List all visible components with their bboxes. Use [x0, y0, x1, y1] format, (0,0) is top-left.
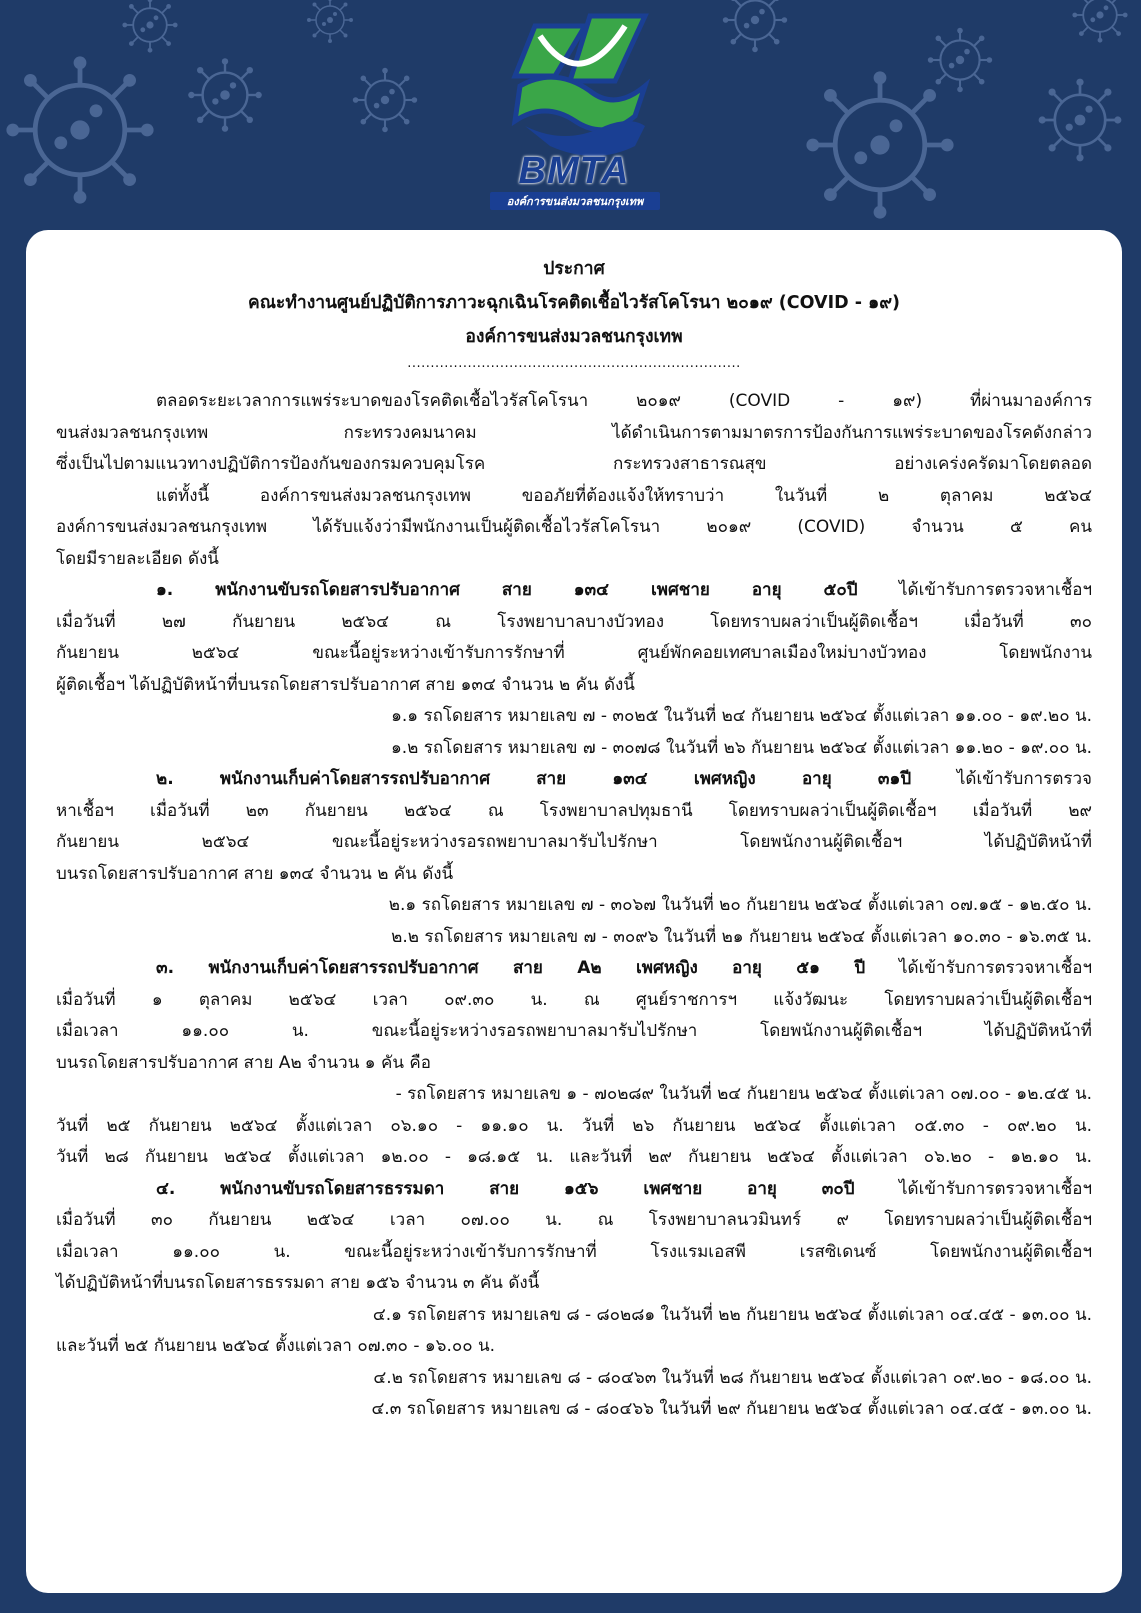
case-line: เมื่อวันที่ ๑ ตุลาคม ๒๕๖๔ เวลา ๐๙.๓๐ น. ณ ศูนย์ราชการฯ แจ้งวัฒนะ โดยทราบผลว่าเป็นผู้ติดเชื้อฯ — [56, 989, 1092, 1010]
bus-line: วันที่ ๒๕ กันยายน ๒๕๖๔ ตั้งแต่เวลา ๐๖.๑๐ - ๑๑.๑๐ น. วันที่ ๒๖ กันยายน ๒๕๖๔ ตั้งแต่เวลา ๐๕.๓๐ - ๐๙.๒๐ น. — [56, 1115, 1092, 1136]
bus-line: ๑.๑ รถโดยสาร หมายเลข ๗ - ๓๐๒๕ ในวันที่ ๒๔ กันยายน ๒๕๖๔ ตั้งแต่เวลา ๑๑.๐๐ - ๑๙.๒๐ น. — [391, 706, 1092, 726]
bus-line: และวันที่ ๒๕ กันยายน ๒๕๖๔ ตั้งแต่เวลา ๐๗.๓๐ - ๑๖.๐๐ น. — [56, 1336, 496, 1356]
case-title-rest: ได้เข้ารับการตรวจหาเชื้อฯ — [865, 958, 1092, 978]
case-title-bold: ๓. พนักงานเก็บค่าโดยสารรถปรับอากาศ สาย A๒ เพศหญิง อายุ ๕๑ ปี — [156, 958, 866, 978]
case-title-bold: ๑. พนักงานขับรถโดยสารปรับอากาศ สาย ๑๓๔ เพศชาย อายุ ๕๐ปี — [156, 580, 858, 600]
bus-line: ๔.๑ รถโดยสาร หมายเลข ๘ - ๘๐๒๘๑ ในวันที่ ๒๒ กันยายน ๒๕๖๔ ตั้งแต่เวลา ๐๔.๔๕ - ๑๓.๐๐ น. — [372, 1304, 1092, 1325]
bus-line: ๔.๓ รถโดยสาร หมายเลข ๘ - ๘๐๔๖๖ ในวันที่ ๒๙ กันยายน ๒๕๖๔ ตั้งแต่เวลา ๐๔.๔๕ - ๑๓.๐๐ น. — [371, 1399, 1092, 1419]
case-title-bold: ๔. พนักงานขับรถโดยสารธรรมดา สาย ๑๕๖ เพศชาย อายุ ๓๐ปี — [156, 1178, 855, 1199]
case-line: เมื่อวันที่ ๒๗ กันยายน ๒๕๖๔ ณ โรงพยาบาลบางบัวทอง โดยทราบผลว่าเป็นผู้ติดเชื้อฯ เมื่อวันที่ ๓๐ — [56, 611, 1092, 632]
case-line: หาเชื้อฯ เมื่อวันที่ ๒๓ กันยายน ๒๕๖๔ ณ โรงพยาบาลปทุมธานี โดยทราบผลว่าเป็นผู้ติดเชื้อฯ เมื่อวันที่ ๒๙ — [56, 800, 1092, 821]
case-title-rest: ได้เข้ารับการตรวจหาเชื้อฯ — [854, 1178, 1092, 1199]
case-title — [56, 575, 1092, 607]
organization-title: องค์การขนส่งมวลชนกรุงเทพ — [465, 327, 683, 347]
bus-line: - รถโดยสาร หมายเลข ๑ - ๗๐๒๘๙ ในวันที่ ๒๔ กันยายน ๒๕๖๔ ตั้งแต่เวลา ๐๗.๐๐ - ๑๒.๔๕ น. — [395, 1084, 1092, 1104]
case-line: กันยายน ๒๕๖๔ ขณะนี้อยู่ระหว่างเข้ารับการรักษาที่ ศูนย์พักคอยเทศบาลเมืองใหม่บางบัวทอง โดยพนักงาน — [56, 643, 1092, 663]
case-line: เมื่อวันที่ ๓๐ กันยายน ๒๕๖๔ เวลา ๐๗.๐๐ น. ณ โรงพยาบาลนวมินทร์ ๙ โดยทราบผลว่าเป็นผู้ติดเชื้อฯ — [56, 1210, 1092, 1230]
case-line: เมื่อเวลา ๑๑.๐๐ น. ขณะนี้อยู่ระหว่างรอรถพยาบาลมารับไปรักษา โดยพนักงานผู้ติดเชื้อฯ ได้ปฏิบัติหน้าที่ — [56, 1021, 1092, 1041]
separator: ........................................................................ — [407, 356, 741, 371]
intro-line: ซึ่งเป็นไปตามแนวทางปฏิบัติการป้องกันของกรมควบคุมโรค กระทรวงสาธารณสุข อย่างเคร่งครัดมาโดยตลอด — [56, 454, 1092, 474]
bus-line: ๔.๒ รถโดยสาร หมายเลข ๘ - ๘๐๔๖๓ ในวันที่ ๒๘ กันยายน ๒๕๖๔ ตั้งแต่เวลา ๐๙.๒๐ - ๑๘.๐๐ น. — [373, 1367, 1092, 1388]
bus-line: ๒.๑ รถโดยสาร หมายเลข ๗ - ๓๐๖๗ ในวันที่ ๒๐ กันยายน ๒๕๖๔ ตั้งแต่เวลา ๐๗.๑๕ - ๑๒.๕๐ น. — [388, 895, 1092, 915]
announcement-card — [26, 230, 1122, 1593]
case-line: บนรถโดยสารปรับอากาศ สาย ๑๓๔ จำนวน ๒ คัน ดังนี้ — [56, 863, 454, 884]
bus-line: วันที่ ๒๘ กันยายน ๒๕๖๔ ตั้งแต่เวลา ๑๒.๐๐ - ๑๘.๑๕ น. และวันที่ ๒๙ กันยายน ๒๕๖๔ ตั้งแต่เวลา ๐๖.๒๐ - ๑๒.๑๐ น. — [56, 1147, 1092, 1167]
case-title — [56, 1174, 1092, 1206]
notice-line: แต่ทั้งนี้ องค์การขนส่งมวลชนกรุงเทพ ขออภัยที่ต้องแจ้งให้ทราบว่า ในวันที่ ๒ ตุลาคม ๒๕๖๔ — [156, 485, 1092, 506]
case-line: ผู้ติดเชื้อฯ ได้ปฏิบัติหน้าที่บนรถโดยสารปรับอากาศ สาย ๑๓๔ จำนวน ๒ คัน ดังนี้ — [56, 674, 635, 695]
case-line: ได้ปฏิบัติหน้าที่บนรถโดยสารธรรมดา สาย ๑๕๖ จำนวน ๓ คัน ดังนี้ — [56, 1273, 540, 1293]
case-title-rest: ได้เข้ารับการตรวจหาเชื้อฯ — [857, 580, 1092, 600]
intro-line: ตลอดระยะเวลาการแพร่ระบาดของโรคติดเชื้อไวรัสโคโรนา ๒๐๑๙ (COVID - ๑๙) ที่ผ่านมาองค์การ — [156, 391, 1092, 411]
case-line: บนรถโดยสารปรับอากาศ สาย A๒ จำนวน ๑ คัน คือ — [56, 1052, 431, 1073]
notice-line: โดยมีรายละเอียด ดังนี้ — [56, 548, 219, 569]
bus-line: ๒.๒ รถโดยสาร หมายเลข ๗ - ๓๐๙๖ ในวันที่ ๒๑ กันยายน ๒๕๖๔ ตั้งแต่เวลา ๑๐.๓๐ - ๑๖.๓๕ น. — [391, 926, 1092, 947]
case-title — [56, 764, 1092, 796]
case-title-bold: ๒. พนักงานเก็บค่าโดยสารรถปรับอากาศ สาย ๑๓๔ เพศหญิง อายุ ๓๑ปี — [156, 769, 912, 789]
bus-line: ๑.๒ รถโดยสาร หมายเลข ๗ - ๓๐๗๘ ในวันที่ ๒๖ กันยายน ๒๕๖๔ ตั้งแต่เวลา ๑๑.๒๐ - ๑๙.๐๐ น. — [390, 737, 1092, 758]
bmta-logo-tagline: องค์การขนส่งมวลชนกรุงเทพ — [490, 192, 660, 210]
intro-line: ขนส่งมวลชนกรุงเทพ กระทรวงคมนาคม ได้ดำเนินการตามมาตรการป้องกันการแพร่ระบาดของโรคดังกล่าว — [56, 422, 1092, 443]
bmta-logo-name: BMTA — [518, 150, 630, 192]
notice-line: องค์การขนส่งมวลชนกรุงเทพ ได้รับแจ้งว่ามีพนักงานเป็นผู้ติดเชื้อไวรัสโคโรนา ๒๐๑๙ (COVID) จำนวน ๕ คน — [56, 517, 1092, 537]
case-title-rest: ได้เข้ารับการตรวจ — [911, 769, 1092, 789]
case-line: กันยายน ๒๕๖๔ ขณะนี้อยู่ระหว่างรอรถพยาบาลมารับไปรักษา โดยพนักงานผู้ติดเชื้อฯ ได้ปฏิบัติหน้าที่ — [56, 832, 1092, 852]
committee-title: คณะทำงานศูนย์ปฏิบัติการภาวะฉุกเฉินโรคติดเชื้อไวรัสโคโรนา ๒๐๑๙ (COVID - ๑๙) — [247, 293, 901, 313]
case-title — [56, 953, 1092, 985]
announcement-heading: ประกาศ — [543, 259, 605, 279]
case-line: เมื่อเวลา ๑๑.๐๐ น. ขณะนี้อยู่ระหว่างเข้ารับการรักษาที่ โรงแรมเอสพี เรสซิเดนซ์ โดยพนักงานผู้ติดเชื้อฯ — [56, 1241, 1092, 1262]
